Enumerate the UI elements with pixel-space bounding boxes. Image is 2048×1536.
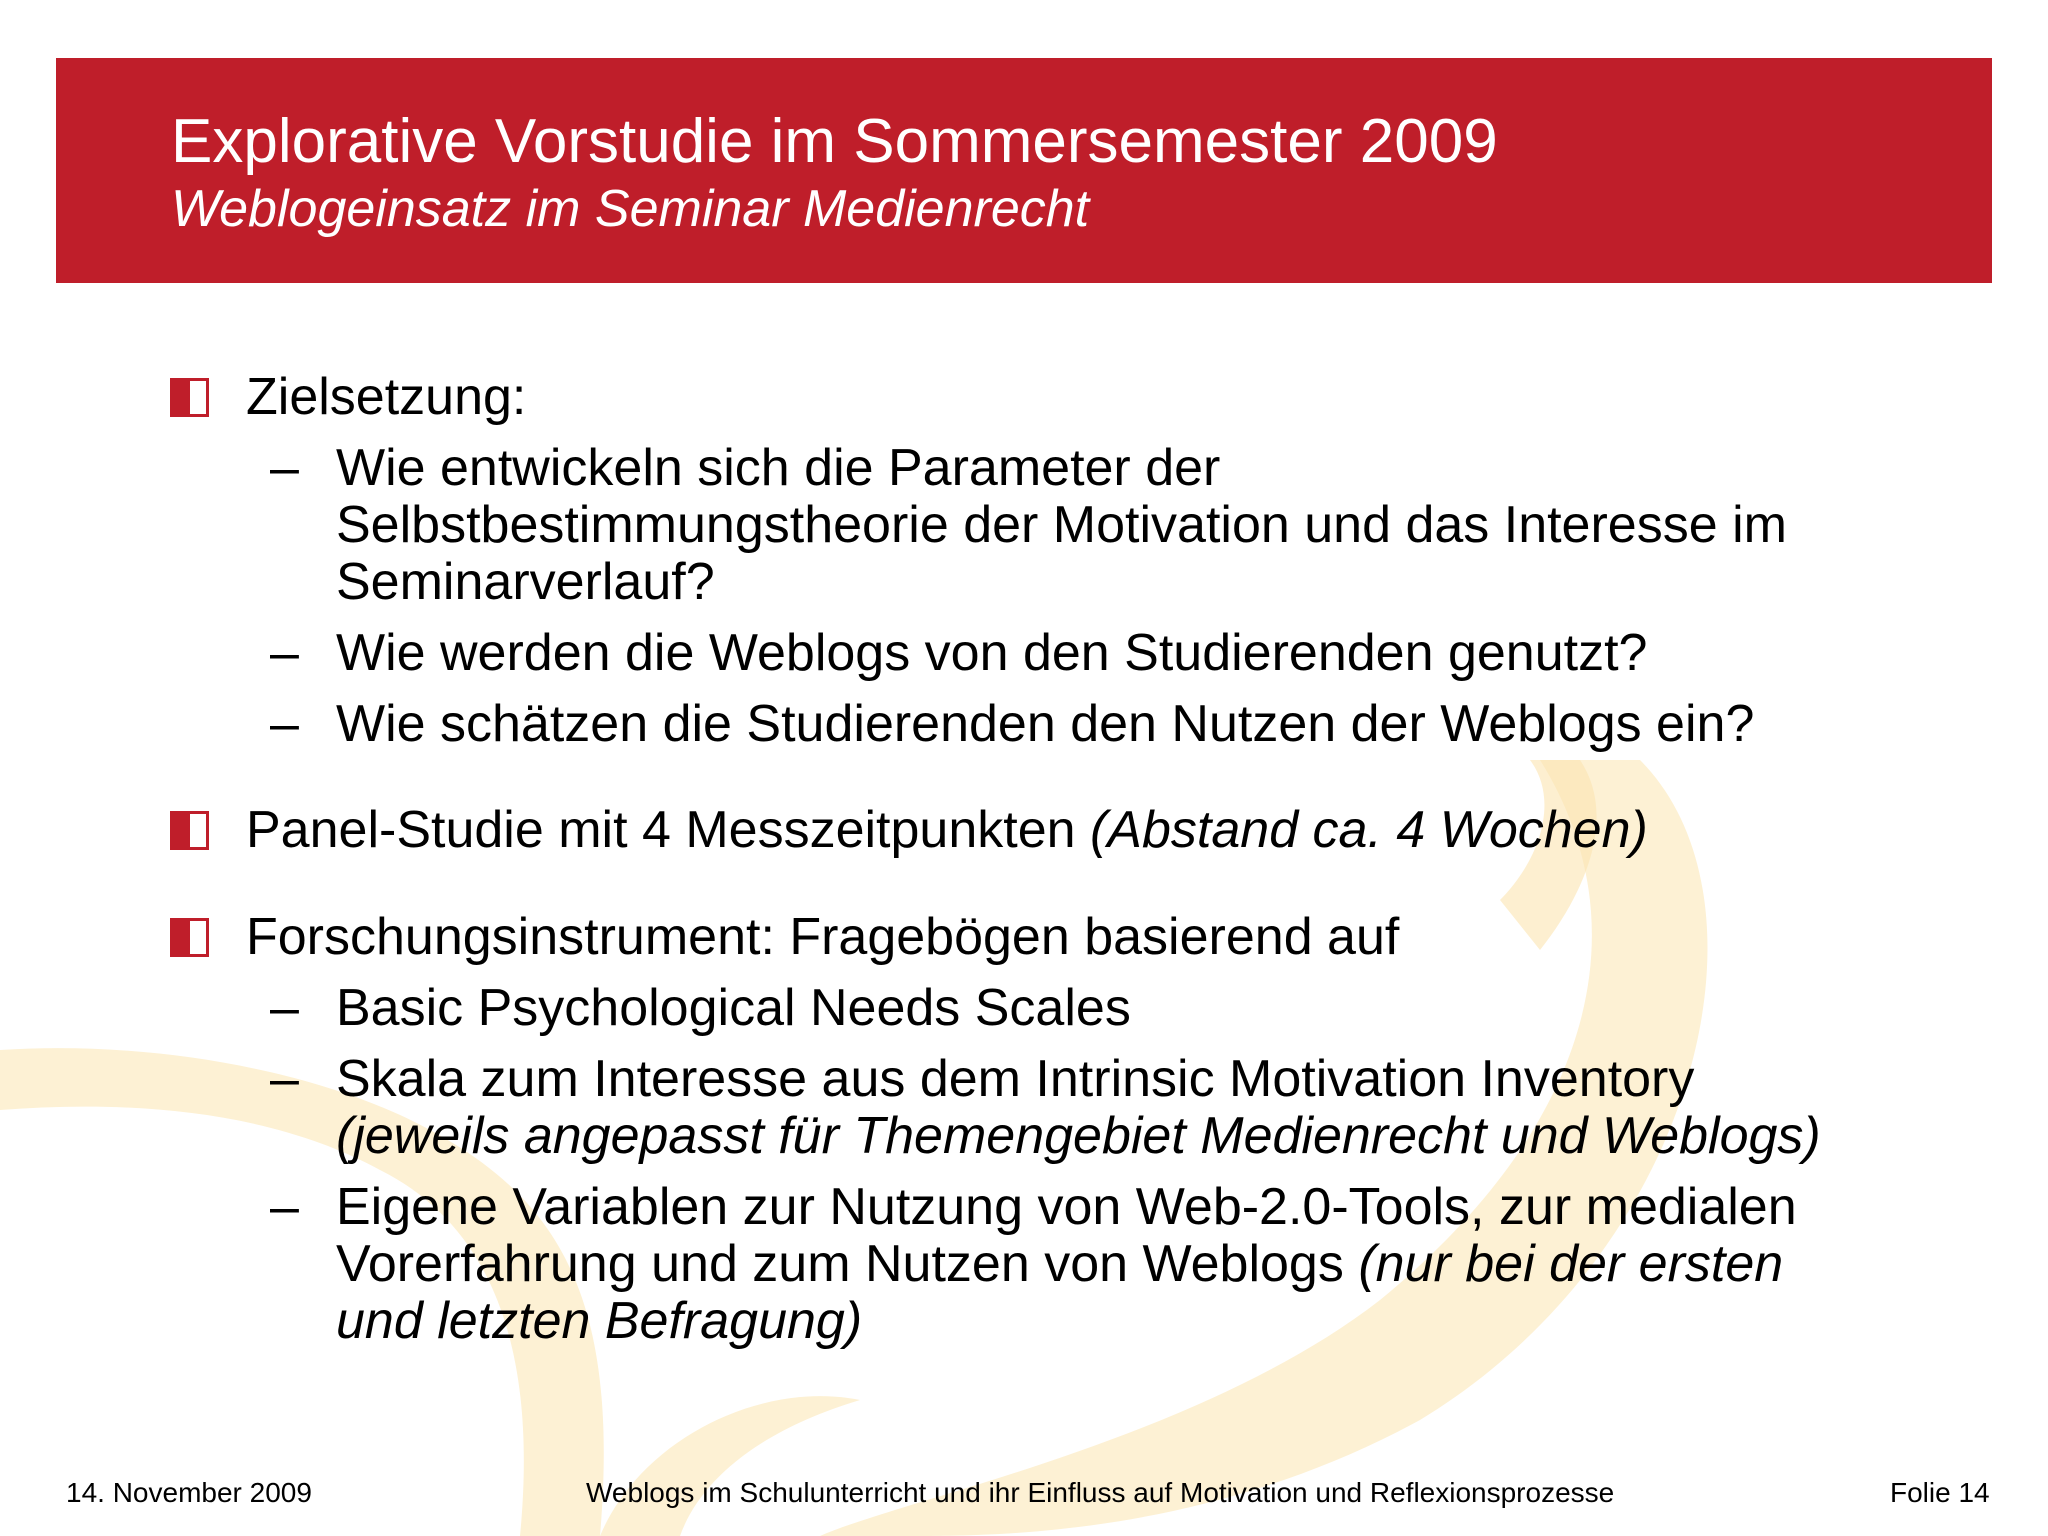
- subitem-text: Wie entwickeln sich die Parameter der: [336, 439, 1221, 497]
- dash-marker: –: [270, 1178, 299, 1236]
- bullet-marker: [170, 811, 209, 850]
- slide-title: Explorative Vorstudie im Sommersemester 2009: [171, 107, 1498, 176]
- subitem-text: [336, 1236, 1783, 1293]
- footer-slide-number: Folie 14: [1890, 1477, 1990, 1508]
- subitem-note: (nur bei der ersten: [1358, 1235, 1784, 1293]
- dash-marker: –: [270, 979, 299, 1037]
- subitem-text: Seminarverlauf?: [336, 553, 715, 611]
- subitem-text: Skala zum Interesse aus dem Intrinsic Motivation Inventory: [336, 1050, 1695, 1108]
- dash-marker: –: [270, 624, 299, 682]
- bullet-label-zielsetzung: Zielsetzung:: [246, 368, 527, 426]
- subitem-text: Wie werden die Weblogs von den Studierenden genutzt?: [336, 624, 1648, 682]
- subitem-text-part: Vorerfahrung und zum Nutzen von Weblogs: [336, 1235, 1359, 1293]
- bullet-marker: [170, 378, 209, 417]
- dash-marker: –: [270, 1050, 299, 1108]
- bullet-label-forschungsinstrument: Forschungsinstrument: Fragebögen basierend auf: [246, 908, 1400, 966]
- subitem-text: Basic Psychological Needs Scales: [336, 979, 1131, 1037]
- footer-title: Weblogs im Schulunterricht und ihr Einfluss auf Motivation und Reflexionsprozesse: [586, 1477, 1615, 1508]
- footer-date: 14. November 2009: [66, 1477, 312, 1508]
- slide-subtitle: Weblogeinsatz im Seminar Medienrecht: [171, 180, 1090, 238]
- subitem-text: Eigene Variablen zur Nutzung von Web-2.0-Tools, zur medialen: [336, 1178, 1797, 1236]
- subitem-text: Wie schätzen die Studierenden den Nutzen der Weblogs ein?: [336, 695, 1755, 753]
- bullet-label-panel-studie: [246, 802, 1648, 859]
- subitem-note: und letzten Befragung): [336, 1292, 863, 1350]
- subitem-text: Selbstbestimmungstheorie der Motivation und das Interesse im: [336, 496, 1787, 554]
- subitem-note: (jeweils angepasst für Themengebiet Medienrecht und Weblogs): [336, 1107, 1821, 1165]
- panel-studie-text: Panel-Studie mit 4 Messzeitpunkten: [246, 801, 1090, 859]
- bullet-marker: [170, 918, 209, 957]
- dash-marker: –: [270, 695, 299, 753]
- dash-marker: –: [270, 439, 299, 497]
- panel-studie-note: (Abstand ca. 4 Wochen): [1089, 801, 1648, 859]
